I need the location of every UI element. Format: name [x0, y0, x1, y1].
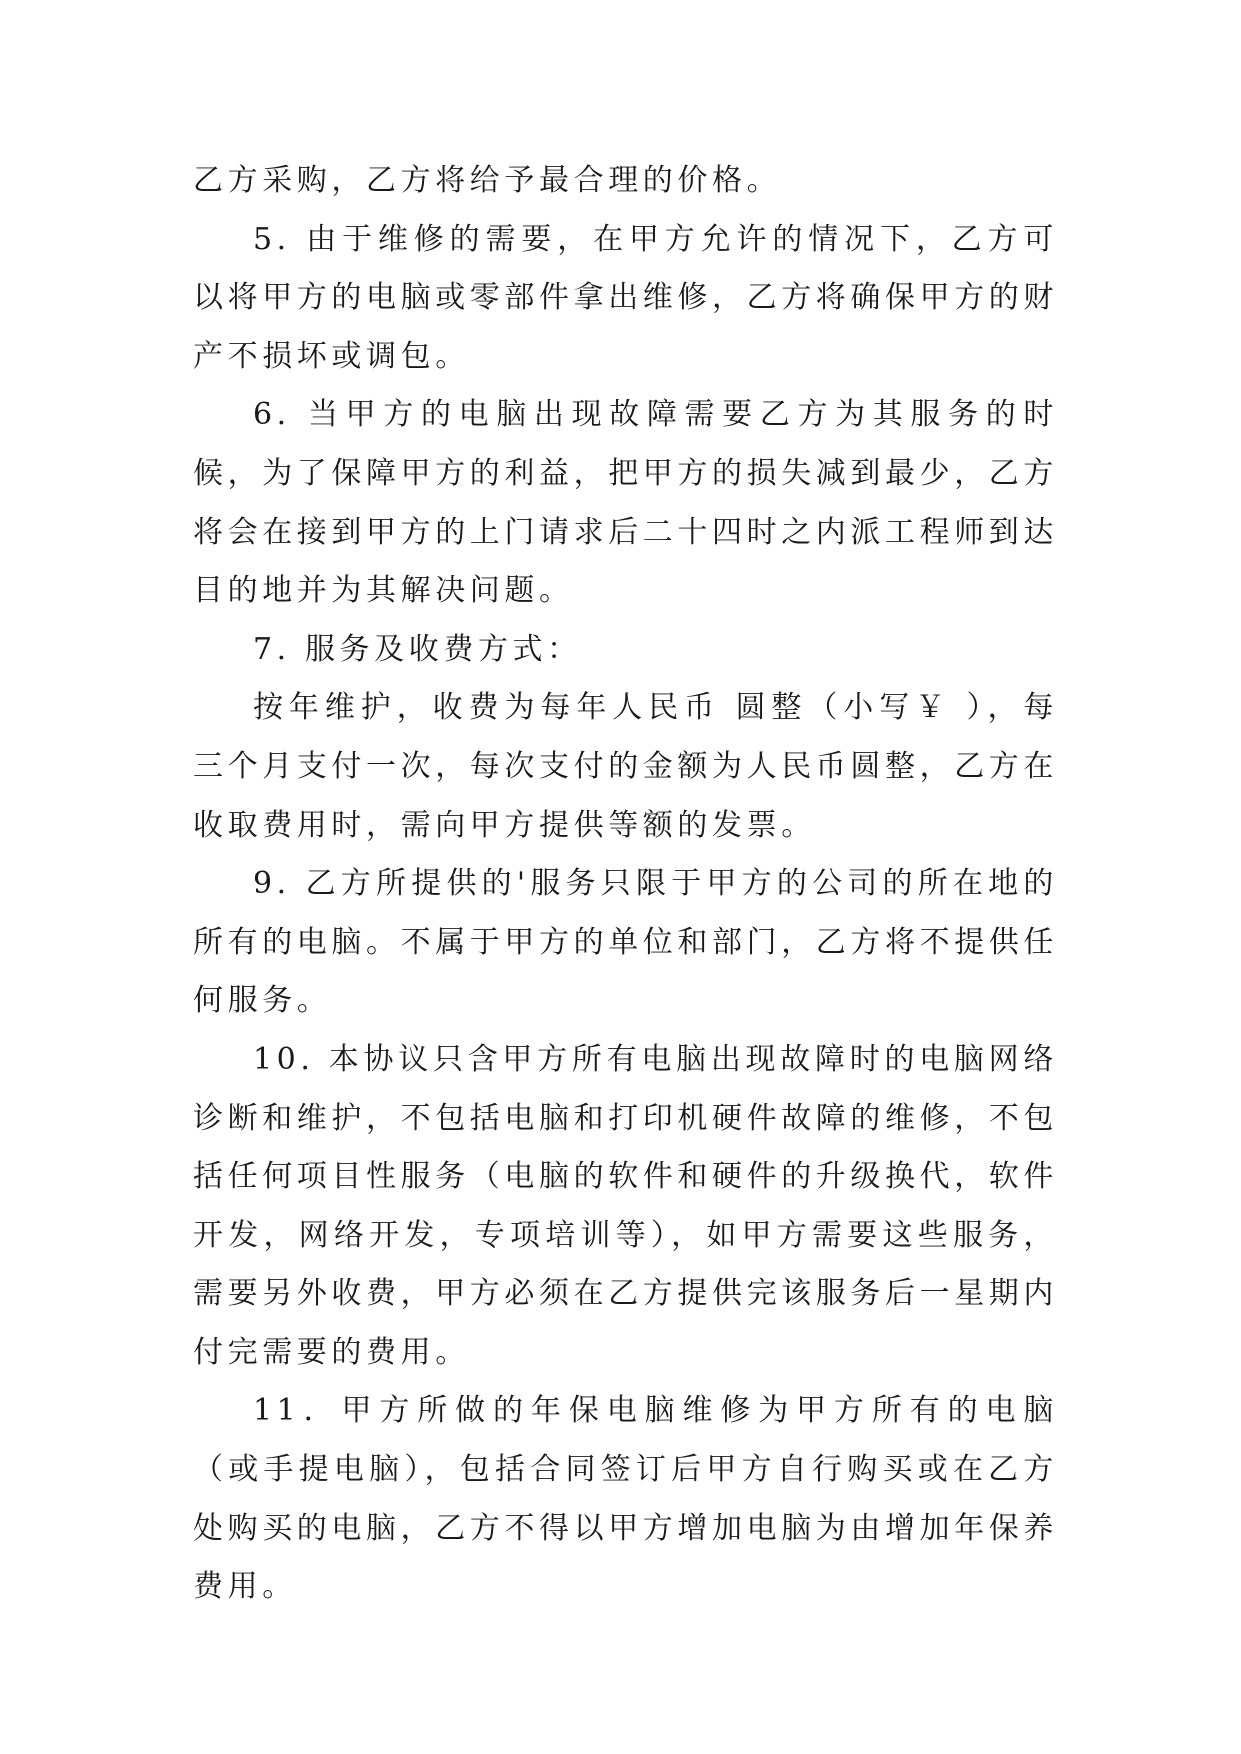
contract-body — [193, 152, 1058, 1617]
paragraph-clause-6: 6. 当甲方的电脑出现故障需要乙方为其服务的时候，为了保障甲方的利益，把甲方的损失减到最少，乙方将会在接到甲方的上门请求后二十四时之内派工程师到达目的地并为其解决问题。 — [193, 397, 1058, 609]
paragraph-clause-10: 10. 本协议只含甲方所有电脑出现故障时的电脑网络诊断和维护，不包括电脑和打印机硬件故障的维修，不包括任何项目性服务（电脑的软件和硬件的升级换代，软件开发，网络开发，专项培训等），如甲方需要这些服务，需要另外收费，甲方必须在乙方提供完该服务后一星期内付完需要的费用。 — [193, 1041, 1058, 1370]
paragraph-clause-11: 11．甲方所做的年保电脑维修为甲方所有的电脑（或手提电脑），包括合同签订后甲方自行购买或在乙方处购买的电脑，乙方不得以甲方增加电脑为由增加年保养费用。 — [193, 1393, 1058, 1605]
paragraph-purchase-price: 乙方采购，乙方将给予最合理的价格。 — [193, 163, 782, 198]
paragraph-clause-9: 9. 乙方所提供的'服务只限于甲方的公司的所在地的所有的电脑。不属于甲方的单位和部门，乙方将不提供任何服务。 — [193, 866, 1058, 1019]
paragraph-clause-7: 7. 服务及收费方式： — [253, 631, 582, 667]
paragraph-clause-5: 5. 由于维修的需要，在甲方允许的情况下，乙方可以将甲方的电脑或零部件拿出维修，乙方将确保甲方的财产不损坏或调包。 — [193, 221, 1058, 374]
paragraph-fee-terms: 按年维护，收费为每年人民币 圆整（小写￥ ），每三个月支付一次，每次支付的金额为人民币圆整，乙方在收取费用时，需向甲方提供等额的发票。 — [193, 690, 1058, 843]
